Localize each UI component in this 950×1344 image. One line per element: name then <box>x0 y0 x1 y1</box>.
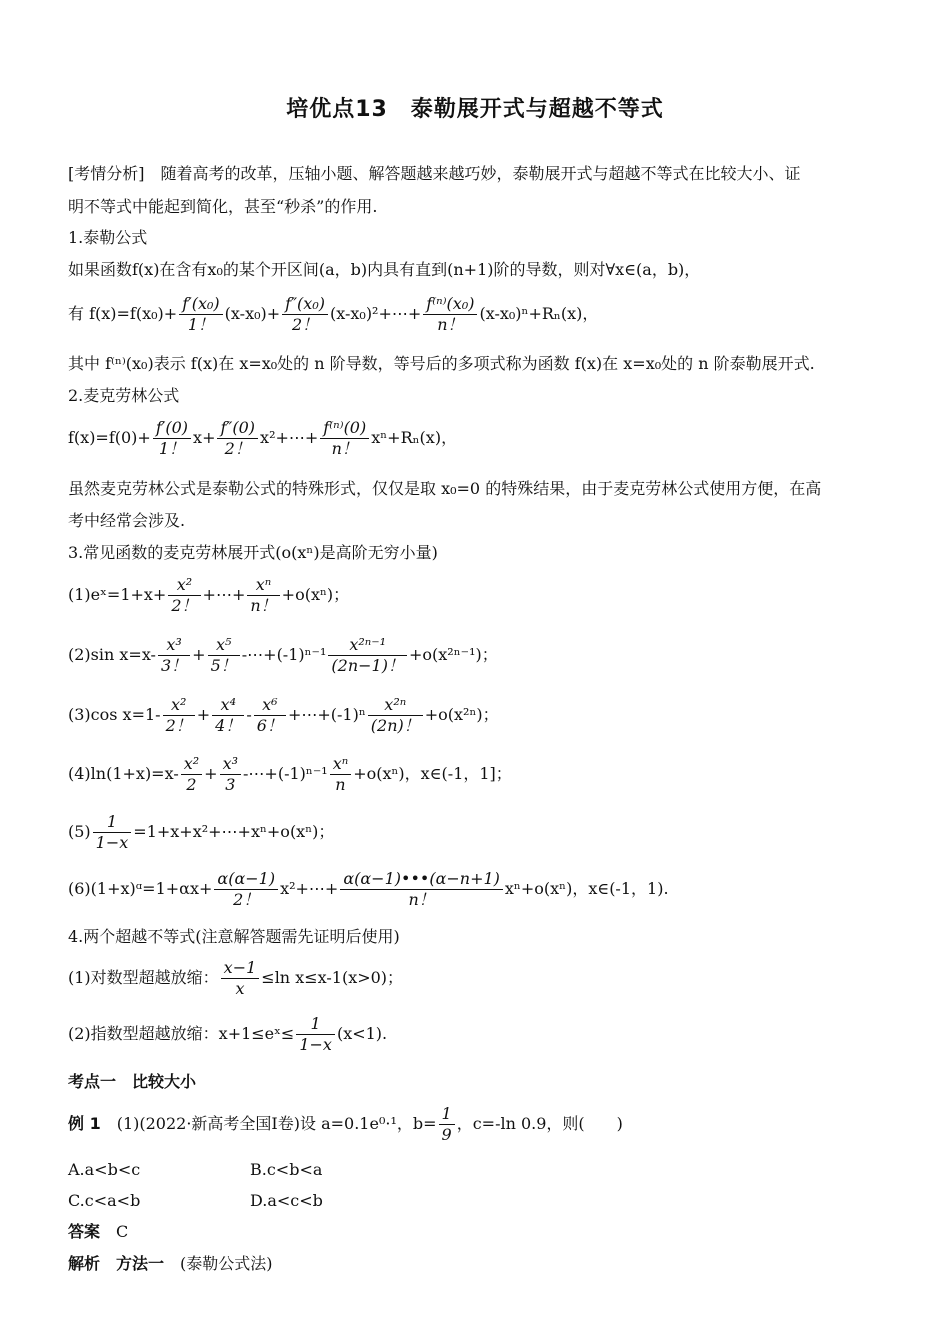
maclaurin-note-2: 考中经常会涉及. <box>68 511 186 530</box>
option-d: D.a<c<b <box>250 1191 323 1210</box>
fraction: $\frac{\text{xⁿ}}{n!}$ <box>247 577 279 614</box>
maclaurin-formula: f(x)=f(0)+ $\frac{f'(0)}{1!}$ x+ $\frac{f''(0)}{2!}$ x²+⋯+ $\frac{\text{f⁽ⁿ⁾(0)}}{n!}$ xⁿ+Rₙ(x)， <box>68 418 458 458</box>
intro-line-2: 明不等式中能起到简化，甚至“秒杀”的作用. <box>68 197 378 216</box>
fraction: $\frac{\alpha(\alpha-1)•••(\alpha-n+1)}{n!}$ <box>340 871 503 908</box>
answer-label: 答案 <box>68 1222 101 1241</box>
formula-binomial: (6)(1+x)ᵅ=1+αx+ $\frac{\alpha(\alpha-1)}{2!}$ x²+⋯+ $\frac{\alpha(\alpha-1)•••(\alpha-n+1)}{n!}$ xⁿ+o(xⁿ)，x∈(-1，1). <box>68 869 669 909</box>
fraction: $\frac{1}{9}$ <box>439 1106 455 1143</box>
fraction: $\frac{\text{x²ⁿ⁻¹}}{(2n-1)!}$ <box>328 637 407 674</box>
taylor-note: 其中 f⁽ⁿ⁾(x₀)表示 f(x)在 x=x₀处的 n 阶导数，等号后的多项式称为函数 f(x)在 x=x₀处的 n 阶泰勒展开式. <box>68 354 815 373</box>
taylor-formula: 有 f(x)=f(x₀)+ $\frac{\text{f′(x₀)}}{1!}$ (x-x₀)+ $\frac{\text{f″(x₀)}}{2!}$ (x-x₀)²+⋯+ $\frac{\text{f⁽ⁿ⁾(x₀)}}{n!}$ (x-x₀)ⁿ+Rₙ(x)， <box>68 294 599 334</box>
formula-cos: (3)cos x=1- $\frac{\text{x²}}{2!}$ + $\frac{\text{x⁴}}{4!}$ - $\frac{\text{x⁶}}{6!}$ +⋯+(-1)ⁿ $\frac{\text{x²ⁿ}}{(2n)!}$ +o(x²ⁿ)； <box>68 695 499 735</box>
section-heading-inequalities: 4.两个超越不等式(注意解答题需先证明后使用) <box>68 927 400 946</box>
fraction: $\frac{\text{f⁽ⁿ⁾(0)}}{n!}$ <box>320 420 369 457</box>
fraction: $\frac{\text{x²}}{2!}$ <box>163 697 195 734</box>
fraction: $\frac{1}{1-x}$ <box>93 814 132 851</box>
fraction: $\frac{\text{x²}}{2}$ <box>181 756 202 793</box>
answer-line <box>68 1224 128 1240</box>
fraction: $\frac{\text{f″(x₀)}}{2!}$ <box>282 296 328 333</box>
formula-ln: (4)ln(1+x)=x- $\frac{\text{x²}}{2}$ + $\frac{\text{x³}}{3}$ -⋯+(-1)ⁿ⁻¹ $\frac{\text{xⁿ}}{n}$ +o(xⁿ)，x∈(-1，1]； <box>68 754 512 794</box>
option-b: B.c<b<a <box>250 1160 323 1179</box>
section-heading-expansions: 3.常见函数的麦克劳林展开式(o(xⁿ)是高阶无穷小量) <box>68 543 438 562</box>
fraction: $\frac{\text{x³}}{3!}$ <box>158 637 190 674</box>
fraction: $\frac{\text{x⁶}}{6!}$ <box>254 697 286 734</box>
fraction: $\frac{\text{x⁵}}{5!}$ <box>208 637 240 674</box>
fraction: $\frac{\text{x⁴}}{4!}$ <box>212 697 244 734</box>
formula-geometric: (5) $\frac{1}{1-x}$ =1+x+x²+⋯+xⁿ+o(xⁿ)； <box>68 812 335 852</box>
fraction: $\frac{\text{x²}}{2!}$ <box>168 577 200 614</box>
example-1: 例 1 (1)(2022·新高考全国Ⅰ卷)设 a=0.1e⁰·¹，b= $\frac{1}{9}$ ，c=-ln 0.9，则( ) <box>68 1104 623 1144</box>
analysis-line: 解析 方法一 (泰勒公式法) <box>68 1254 273 1273</box>
section-heading-maclaurin: 2.麦克劳林公式 <box>68 386 180 405</box>
fraction: $\frac{\text{x²ⁿ}}{(2n)!}$ <box>368 697 423 734</box>
option-a: A.a<b<c <box>68 1160 141 1179</box>
fraction: $\frac{\text{f′(x₀)}}{1!}$ <box>179 296 222 333</box>
section-heading-taylor: 1.泰勒公式 <box>68 228 148 247</box>
fraction: $\frac{1}{1-x}$ <box>296 1016 335 1053</box>
fraction: $\frac{\alpha(\alpha-1)}{2!}$ <box>214 871 278 908</box>
intro-tag: [考情分析] <box>68 164 145 183</box>
fraction: $\frac{f'(0)}{1!}$ <box>153 420 191 457</box>
fraction: $\frac{x-1}{x}$ <box>221 960 260 997</box>
analysis-label: 解析 方法一 <box>68 1254 165 1273</box>
formula-sin: (2)sin x=x- $\frac{\text{x³}}{3!}$ + $\frac{\text{x⁵}}{5!}$ -⋯+(-1)ⁿ⁻¹ $\frac{\text{x²ⁿ⁻¹}}{(2n-1)!}$ +o(x²ⁿ⁻¹)； <box>68 635 498 675</box>
inequality-log: (1)对数型超越放缩： $\frac{x-1}{x}$ ≤ln x≤x-1(x>0)； <box>68 958 404 998</box>
fraction: $\frac{\text{xⁿ}}{n}$ <box>330 756 352 793</box>
fraction: $\frac{\text{f⁽ⁿ⁾(x₀)}}{n!}$ <box>423 296 477 333</box>
taylor-condition: 如果函数f(x)在含有x₀的某个开区间(a，b)内具有直到(n+1)阶的导数，则对∀x∈(a，b)， <box>68 260 701 279</box>
answer-value: C <box>100 1222 129 1241</box>
formula-exp: (1)eˣ=1+x+ $\frac{\text{x²}}{2!}$ +⋯+ $\frac{\text{xⁿ}}{n!}$ +o(xⁿ)； <box>68 575 350 615</box>
inequality-exp: (2)指数型超越放缩：x+1≤eˣ≤ $\frac{1}{1-x}$ (x<1). <box>68 1014 388 1054</box>
intro-line-1: [考情分析] 随着高考的改革，压轴小题、解答题越来越巧妙，泰勒展开式与超越不等式在比较大小、证 <box>68 164 801 183</box>
page-title: 培优点13 泰勒展开式与超越不等式 <box>286 97 664 122</box>
fraction: $\frac{f''(0)}{2!}$ <box>217 420 258 457</box>
fraction: $\frac{\text{x³}}{3}$ <box>220 756 241 793</box>
maclaurin-note-1: 虽然麦克劳林公式是泰勒公式的特殊形式，仅仅是取 x₀=0 的特殊结果，由于麦克劳林公式使用方便，在高 <box>68 479 822 498</box>
topic-heading: 考点一 比较大小 <box>68 1072 197 1091</box>
option-c: C.c<a<b <box>68 1191 141 1210</box>
example-label: 例 1 <box>68 1114 101 1133</box>
